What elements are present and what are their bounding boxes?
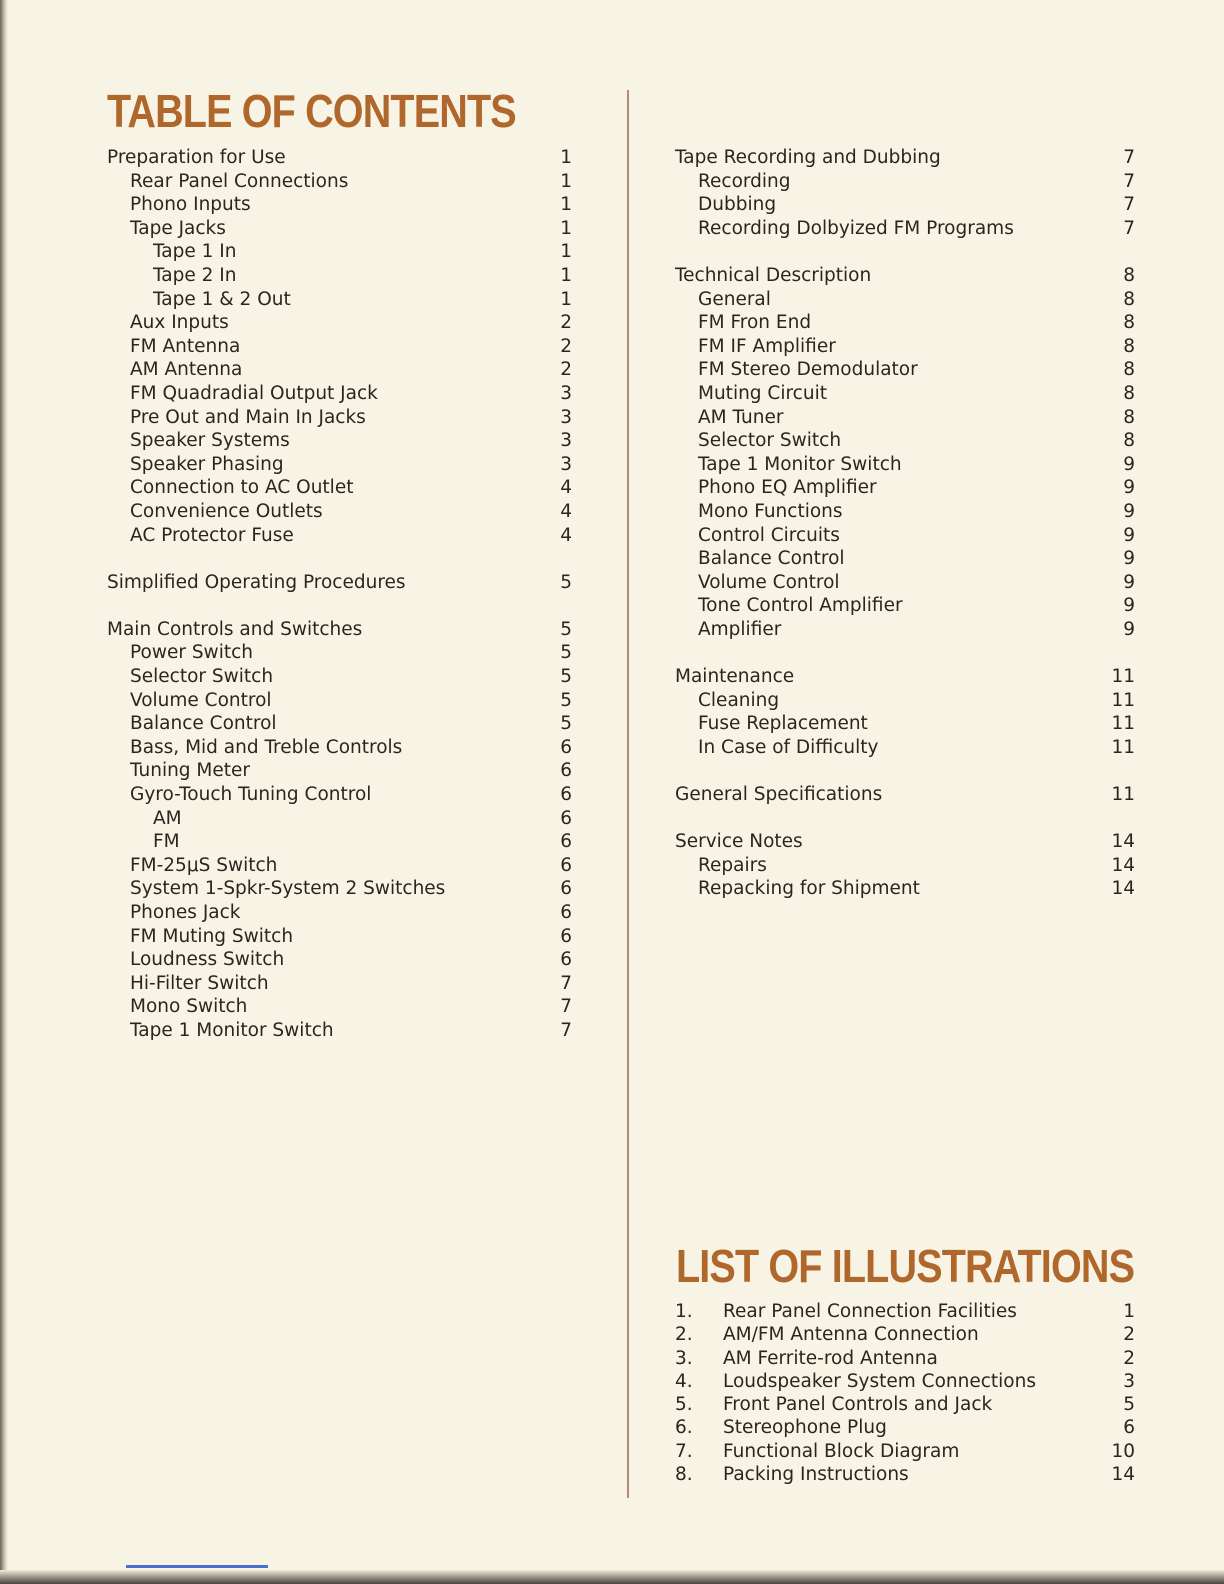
- toc-entry-title: Technical Description: [675, 264, 872, 286]
- illustration-title: Functional Block Diagram: [723, 1440, 960, 1462]
- toc-entry[interactable]: [675, 476, 1135, 500]
- illustration-page: 14: [1111, 1464, 1135, 1486]
- toc-entry[interactable]: [675, 524, 1135, 548]
- toc-entry-page: 5: [560, 713, 572, 735]
- toc-entry-title: Mono Switch: [130, 996, 248, 1018]
- toc-entry-title: Control Circuits: [698, 524, 840, 546]
- toc-entry-title: Gyro-Touch Tuning Control: [130, 784, 372, 806]
- toc-entry-title: Main Controls and Switches: [107, 618, 363, 640]
- toc-entry-page: 7: [560, 996, 572, 1018]
- toc-entry-page: 9: [1123, 548, 1135, 570]
- toc-entry-title: Preparation for Use: [107, 147, 286, 168]
- toc-entry-title: Convenience Outlets: [130, 500, 323, 522]
- illustration-page: 6: [1123, 1417, 1135, 1439]
- toc-entry-page: 5: [560, 618, 572, 640]
- toc-entry[interactable]: [675, 311, 1135, 335]
- toc-entry-title: AM: [153, 807, 182, 829]
- toc-entry[interactable]: [107, 925, 572, 949]
- toc-entry-page: 2: [560, 359, 572, 381]
- toc-entry-title: In Case of Difficulty: [698, 736, 879, 758]
- toc-entry-title: Bass, Mid and Treble Controls: [130, 736, 403, 758]
- toc-entry-page: 4: [560, 477, 572, 499]
- toc-entry[interactable]: [675, 358, 1135, 382]
- toc-entry-page: 8: [1123, 406, 1135, 428]
- toc-entry[interactable]: [675, 264, 1135, 288]
- toc-entry-title: System 1-Spkr-System 2 Switches: [130, 878, 446, 900]
- toc-entry-title: Tone Control Amplifier: [698, 595, 903, 617]
- illustration-title: Packing Instructions: [723, 1464, 909, 1486]
- toc-entry[interactable]: [675, 335, 1135, 359]
- toc-entry-title: Tape 1 Monitor Switch: [698, 453, 902, 475]
- toc-entry-title: FM Fron End: [698, 312, 812, 334]
- toc-entry-page: 8: [1123, 264, 1135, 286]
- toc-entry-page: 8: [1123, 359, 1135, 381]
- toc-entry[interactable]: [107, 736, 572, 760]
- illustration-number: 3.: [675, 1347, 693, 1369]
- toc-entry-title: Tape 1 In: [153, 241, 237, 263]
- toc-entry-page: 3: [560, 453, 572, 475]
- toc-entry-page: 6: [560, 854, 572, 876]
- toc-entry-title: Muting Circuit: [698, 382, 827, 404]
- toc-entry[interactable]: [675, 288, 1135, 312]
- toc-entry-title: Speaker Phasing: [130, 453, 284, 475]
- toc-entry-title: Volume Control: [130, 689, 272, 711]
- illustrations-heading: LIST OF ILLUSTRATIONS: [676, 1240, 1135, 1292]
- toc-entry-title: Pre Out and Main In Jacks: [130, 406, 366, 428]
- illustration-title: Rear Panel Connection Facilities: [723, 1301, 1017, 1322]
- toc-entry-page: 14: [1111, 854, 1135, 876]
- illustration-title: AM/FM Antenna Connection: [723, 1324, 979, 1346]
- toc-entry-title: Tape Recording and Dubbing: [675, 147, 941, 168]
- illustration-title: Stereophone Plug: [723, 1417, 887, 1439]
- toc-entry-title: AC Protector Fuse: [130, 524, 294, 546]
- illustration-entry[interactable]: [675, 1440, 1135, 1463]
- illustration-number: 4.: [675, 1370, 693, 1392]
- toc-entry-title: Phono Inputs: [130, 194, 251, 216]
- toc-entry-title: Tape 2 In: [153, 264, 237, 286]
- toc-entry-page: 11: [1111, 689, 1135, 711]
- illustration-title: AM Ferrite-rod Antenna: [723, 1347, 938, 1369]
- toc-entry-page: 11: [1111, 713, 1135, 735]
- toc-entry-title: Rear Panel Connections: [130, 170, 349, 192]
- toc-entry[interactable]: [107, 217, 572, 241]
- illustration-title: Front Panel Controls and Jack: [723, 1394, 993, 1416]
- toc-entry-page: 5: [560, 642, 572, 664]
- toc-right-column: [675, 146, 1135, 901]
- toc-entry[interactable]: [675, 547, 1135, 571]
- binding-edge: [0, 0, 8, 1584]
- illustration-page: 1: [1123, 1301, 1135, 1322]
- toc-entry-page: 9: [1123, 477, 1135, 499]
- toc-entry-title: Amplifier: [698, 618, 782, 640]
- toc-entry-page: 8: [1123, 288, 1135, 310]
- illustration-entry[interactable]: [675, 1347, 1135, 1370]
- toc-entry[interactable]: [107, 335, 572, 359]
- toc-entry-title: General Specifications: [675, 784, 883, 806]
- toc-entry-title: Repacking for Shipment: [698, 878, 920, 900]
- toc-entry-title: Recording Dolbyized FM Programs: [698, 217, 1014, 239]
- toc-entry-page: 8: [1123, 382, 1135, 404]
- toc-entry-page: 14: [1111, 878, 1135, 900]
- toc-entry-page: 9: [1123, 524, 1135, 546]
- toc-entry-page: 7: [560, 1019, 572, 1041]
- toc-entry[interactable]: [107, 264, 572, 288]
- toc-entry-page: 5: [560, 666, 572, 688]
- toc-entry-title: Recording: [698, 170, 791, 192]
- toc-entry-page: 5: [560, 689, 572, 711]
- toc-entry[interactable]: [675, 877, 1135, 901]
- toc-entry-page: 11: [1111, 784, 1135, 806]
- illustration-number: 5.: [675, 1394, 693, 1416]
- toc-entry[interactable]: [107, 854, 572, 878]
- illustrations-list: [675, 1300, 1135, 1486]
- toc-entry-title: FM Quadradial Output Jack: [130, 382, 378, 404]
- toc-entry-page: 6: [560, 784, 572, 806]
- toc-entry-page: 6: [560, 949, 572, 971]
- toc-entry-title: Maintenance: [675, 666, 795, 688]
- toc-entry[interactable]: [107, 146, 572, 170]
- toc-entry-title: Speaker Systems: [130, 430, 290, 452]
- toc-entry-page: 1: [560, 241, 572, 263]
- toc-entry-page: 1: [560, 288, 572, 310]
- toc-entry[interactable]: [107, 712, 572, 736]
- toc-entry-title: Hi-Filter Switch: [130, 972, 269, 994]
- toc-entry-title: FM Antenna: [130, 335, 241, 357]
- toc-entry-title: Loudness Switch: [130, 949, 285, 971]
- toc-entry-title: Balance Control: [130, 713, 277, 735]
- toc-entry[interactable]: [107, 382, 572, 406]
- toc-entry-page: 6: [560, 925, 572, 947]
- toc-entry-page: 7: [1123, 217, 1135, 239]
- toc-entry[interactable]: [107, 807, 572, 831]
- toc-entry-title: Fuse Replacement: [698, 713, 868, 735]
- toc-entry[interactable]: [675, 146, 1135, 170]
- toc-entry[interactable]: [107, 170, 572, 194]
- toc-entry-title: Tape 1 Monitor Switch: [130, 1019, 334, 1041]
- toc-entry[interactable]: [107, 1019, 572, 1043]
- toc-entry-page: 7: [1123, 194, 1135, 216]
- toc-entry-page: 6: [560, 831, 572, 853]
- toc-entry-page: 9: [1123, 571, 1135, 593]
- toc-entry-title: FM: [153, 831, 180, 853]
- toc-entry[interactable]: [675, 689, 1135, 713]
- toc-entry-page: 3: [560, 430, 572, 452]
- illustration-entry[interactable]: [675, 1300, 1135, 1323]
- toc-entry[interactable]: [675, 500, 1135, 524]
- illustration-entry[interactable]: [675, 1393, 1135, 1416]
- toc-entry[interactable]: [107, 618, 572, 642]
- toc-entry[interactable]: [107, 689, 572, 713]
- toc-entry[interactable]: [107, 759, 572, 783]
- toc-entry[interactable]: [107, 995, 572, 1019]
- toc-entry-page: 9: [1123, 500, 1135, 522]
- toc-entry-title: Mono Functions: [698, 500, 843, 522]
- toc-entry-page: 11: [1111, 666, 1135, 688]
- illustration-page: 2: [1123, 1347, 1135, 1369]
- toc-entry-title: FM IF Amplifier: [698, 335, 836, 357]
- toc-entry-page: 9: [1123, 595, 1135, 617]
- toc-entry[interactable]: [675, 429, 1135, 453]
- toc-entry[interactable]: [107, 665, 572, 689]
- toc-entry[interactable]: [675, 854, 1135, 878]
- toc-entry-page: 9: [1123, 453, 1135, 475]
- illustration-page: 5: [1123, 1394, 1135, 1416]
- toc-entry[interactable]: [107, 641, 572, 665]
- toc-entry-title: AM Antenna: [130, 359, 243, 381]
- toc-entry-page: 3: [560, 406, 572, 428]
- toc-entry[interactable]: [107, 783, 572, 807]
- toc-entry-page: 7: [560, 972, 572, 994]
- toc-entry[interactable]: [675, 406, 1135, 430]
- toc-entry-title: Connection to AC Outlet: [130, 477, 354, 499]
- toc-entry-page: 4: [560, 500, 572, 522]
- toc-entry[interactable]: [107, 901, 572, 925]
- toc-entry-title: FM Stereo Demodulator: [698, 359, 918, 381]
- toc-entry-page: 3: [560, 382, 572, 404]
- illustration-number: 2.: [675, 1324, 693, 1346]
- toc-entry-page: 8: [1123, 312, 1135, 334]
- toc-entry[interactable]: [107, 429, 572, 453]
- toc-entry[interactable]: [107, 500, 572, 524]
- toc-entry-title: Dubbing: [698, 194, 777, 216]
- toc-entry[interactable]: [675, 830, 1135, 854]
- toc-entry[interactable]: [107, 311, 572, 335]
- toc-entry-title: Selector Switch: [698, 430, 842, 452]
- toc-entry-page: 1: [560, 147, 572, 168]
- toc-entry[interactable]: [107, 288, 572, 312]
- toc-entry[interactable]: [675, 783, 1135, 807]
- toc-entry-title: FM Muting Switch: [130, 925, 294, 947]
- toc-entry[interactable]: [107, 476, 572, 500]
- toc-entry[interactable]: [675, 382, 1135, 406]
- toc-entry-page: 4: [560, 524, 572, 546]
- toc-entry-title: Repairs: [698, 854, 767, 876]
- toc-entry-title: Balance Control: [698, 548, 845, 570]
- toc-entry-page: 2: [560, 312, 572, 334]
- illustration-page: 2: [1123, 1324, 1135, 1346]
- toc-entry-title: Tuning Meter: [130, 760, 251, 782]
- toc-entry-page: 1: [560, 264, 572, 286]
- toc-entry-page: 1: [560, 217, 572, 239]
- toc-entry-page: 9: [1123, 618, 1135, 640]
- toc-entry-page: 7: [1123, 147, 1135, 168]
- toc-entry-page: 7: [1123, 170, 1135, 192]
- toc-entry-page: 11: [1111, 736, 1135, 758]
- toc-entry-page: 2: [560, 335, 572, 357]
- column-divider: [627, 90, 629, 1498]
- toc-left-column: [107, 146, 572, 1043]
- toc-entry-title: Phones Jack: [130, 902, 241, 923]
- toc-entry-page: 1: [560, 194, 572, 216]
- toc-entry[interactable]: [107, 877, 572, 901]
- toc-entry[interactable]: [675, 736, 1135, 760]
- illustration-entry[interactable]: [675, 1323, 1135, 1346]
- toc-entry[interactable]: [107, 830, 572, 854]
- toc-entry-page: 6: [560, 902, 572, 923]
- toc-entry-title: Selector Switch: [130, 666, 274, 688]
- toc-entry-title: Tape 1 & 2 Out: [153, 288, 291, 310]
- illustration-entry[interactable]: [675, 1463, 1135, 1486]
- toc-entry[interactable]: [107, 571, 572, 595]
- toc-entry[interactable]: [675, 712, 1135, 736]
- toc-entry-title: Service Notes: [675, 831, 803, 853]
- toc-entry-title: AM Tuner: [698, 406, 784, 428]
- illustration-page: 10: [1111, 1440, 1135, 1462]
- toc-entry-title: Volume Control: [698, 571, 840, 593]
- toc-entry[interactable]: [107, 406, 572, 430]
- illustration-entry[interactable]: [675, 1416, 1135, 1439]
- page-bottom-edge: [0, 1570, 1224, 1584]
- toc-entry[interactable]: [675, 618, 1135, 642]
- toc-entry[interactable]: [675, 453, 1135, 477]
- toc-entry-title: Cleaning: [698, 689, 780, 711]
- bottom-tab-mark: [126, 1565, 268, 1568]
- toc-entry-page: 8: [1123, 335, 1135, 357]
- toc-heading: TABLE OF CONTENTS: [107, 85, 516, 137]
- toc-entry-page: 6: [560, 878, 572, 900]
- illustration-entry[interactable]: [675, 1370, 1135, 1393]
- toc-entry-page: 14: [1111, 831, 1135, 853]
- toc-entry[interactable]: [675, 193, 1135, 217]
- toc-entry[interactable]: [107, 972, 572, 996]
- toc-entry-title: General: [698, 288, 771, 310]
- toc-entry[interactable]: [675, 571, 1135, 595]
- toc-entry[interactable]: [107, 240, 572, 264]
- toc-entry[interactable]: [107, 193, 572, 217]
- toc-entry-page: 1: [560, 170, 572, 192]
- illustration-title: Loudspeaker System Connections: [723, 1370, 1036, 1392]
- toc-entry[interactable]: [107, 358, 572, 382]
- toc-entry[interactable]: [675, 217, 1135, 241]
- toc-entry-title: Aux Inputs: [130, 312, 229, 334]
- toc-entry-page: 5: [560, 571, 572, 593]
- toc-entry-title: Tape Jacks: [130, 217, 226, 239]
- illustration-page: 3: [1123, 1370, 1135, 1392]
- toc-entry-page: 6: [560, 736, 572, 758]
- toc-entry-title: Phono EQ Amplifier: [698, 477, 877, 499]
- toc-entry[interactable]: [675, 594, 1135, 618]
- toc-entry[interactable]: [107, 524, 572, 548]
- toc-entry[interactable]: [107, 948, 572, 972]
- toc-entry-title: FM-25μS Switch: [130, 854, 278, 876]
- toc-entry-title: Simplified Operating Procedures: [107, 571, 406, 593]
- toc-entry-title: Power Switch: [130, 642, 253, 664]
- illustration-number: 7.: [675, 1440, 693, 1462]
- toc-entry[interactable]: [107, 453, 572, 477]
- toc-entry[interactable]: [675, 170, 1135, 194]
- toc-entry-page: 8: [1123, 430, 1135, 452]
- toc-entry[interactable]: [675, 665, 1135, 689]
- illustration-number: 8.: [675, 1464, 693, 1486]
- toc-entry-page: 6: [560, 807, 572, 829]
- illustration-number: 1.: [675, 1301, 693, 1322]
- illustration-number: 6.: [675, 1417, 693, 1439]
- toc-entry-page: 6: [560, 760, 572, 782]
